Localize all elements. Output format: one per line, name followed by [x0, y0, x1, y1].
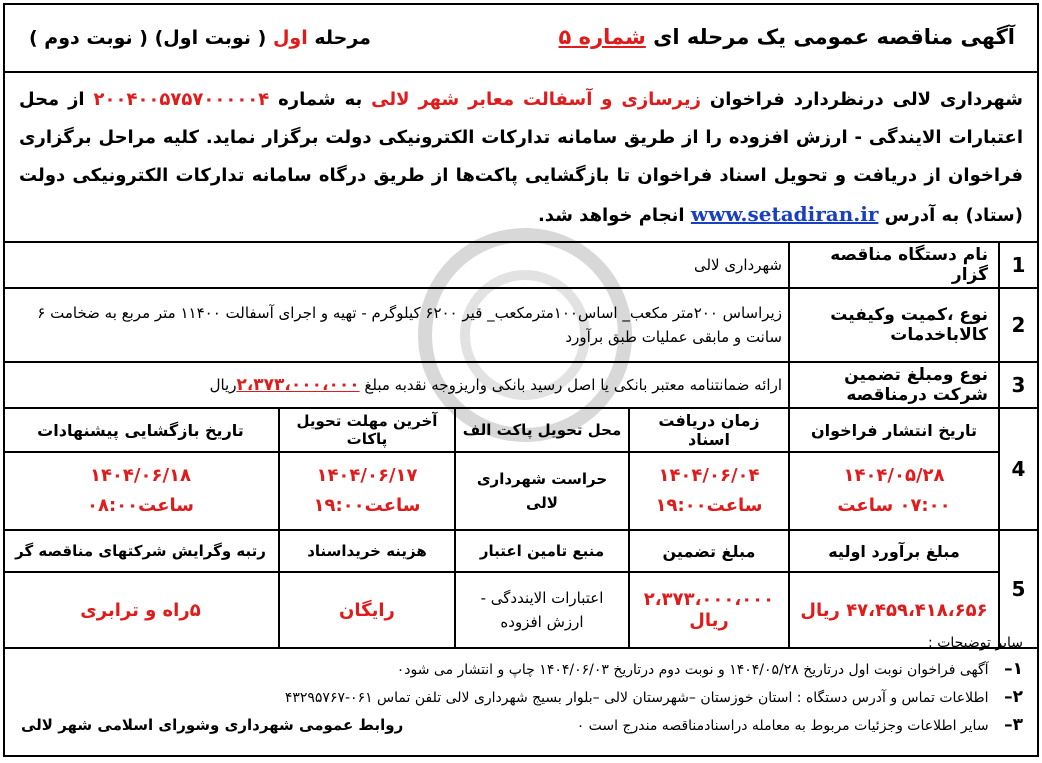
goods-value: زیراساس ۲۰۰متر مکعب_ اساس۱۰۰مترمکعب_ قیر ۶۲۰۰ کیلوگرم - تهیه و اجرای آسفالت ۱۱۴۰۰ متر مربع به ضخامت ۶ سانت و مابقی عملیات طبق برآورد: [3, 288, 789, 362]
notes-section: [5, 627, 1037, 755]
tender-number: ۲۰۰۴۰۰۵۷۵۷۰۰۰۰۰۴: [93, 89, 270, 110]
rank-value: ۵راه و ترابری: [3, 572, 279, 648]
phase-word: اول: [272, 27, 308, 49]
tender-subject: زیرسازی و آسفالت معابر شهر لالی: [371, 89, 701, 110]
guarantee-text: ارائه ضمانتنامه معتبر بانکی یا اصل رسید بانکی واریزوجه نقدبه مبلغ: [364, 376, 782, 394]
receive-time-cell: [629, 452, 789, 530]
phase-prefix: مرحله: [314, 27, 371, 49]
note-number: ۲–: [1004, 687, 1023, 707]
guarantee-value: [3, 362, 789, 408]
guarantee-currency: ریال: [209, 376, 237, 394]
publish-date-cell: [789, 452, 999, 530]
table-row: [3, 408, 1037, 452]
opening-time: ساعت۰۸:۰۰: [87, 495, 194, 516]
organizer-value: شهرداری لالی: [3, 243, 789, 288]
table-row: [3, 362, 1037, 408]
estimate-header: مبلغ برآورد اولیه: [789, 530, 999, 572]
table-row: [3, 530, 1037, 572]
publish-date-header: تاریخ انتشار فراخوان: [789, 408, 999, 452]
intro-text-3: از محل اعتبارات الایندگی - ارزش افزوده را از طریق سامانه تدارکات الکترونیکی دولت برگزار نماید. کلیه مراحل برگزاری فراخوان از دریافت و تحویل اسناد فراخوان تا بازگشایی پاکت‌ها از طریق درگاه سامانه تدارکات الکترونیکی دولت (ستاد) به آدرس: [19, 89, 1023, 226]
publish-date: ۱۴۰۴/۰۵/۲۸: [843, 465, 945, 486]
note-item: [19, 655, 1023, 683]
row-number: 3: [999, 362, 1037, 408]
row-number: 4: [999, 408, 1037, 530]
goods-label: نوع ،کمیت وکیفیت کالاباخدمات: [789, 288, 999, 362]
title-prefix: آگهی مناقصه عمومی یک مرحله ای: [653, 25, 1015, 49]
deadline-date: ۱۴۰۴/۰۶/۱۷: [316, 465, 418, 486]
guarantee-amount-value: ۲،۳۷۳،۰۰۰،۰۰۰ ریال: [629, 572, 789, 648]
intro-text-4: انجام خواهد شد.: [537, 205, 685, 226]
row-number: 1: [999, 243, 1037, 288]
table-row: [3, 243, 1037, 288]
publish-time: ۰۷:۰۰ ساعت: [837, 495, 951, 516]
opening-date: ۱۴۰۴/۰۶/۱۸: [89, 465, 191, 486]
note-text: آگهی فراخوان نوبت اول درتاریخ ۱۴۰۴/۰۵/۲۸ و نوبت دوم درتاریخ ۱۴۰۴/۰۶/۰۳ چاپ و انتشار می شود۰: [396, 662, 989, 678]
opening-date-header: تاریخ بازگشایی پیشنهادات: [3, 408, 279, 452]
intro-paragraph: [5, 71, 1037, 243]
estimate-value: ۴۷،۴۵۹،۴۱۸،۶۵۶ ریال: [789, 572, 999, 648]
notice-title: [559, 25, 1015, 49]
notice-header: [5, 5, 1037, 73]
deadline-header: آخرین مهلت تحویل پاکات: [279, 408, 455, 452]
doc-cost-value: رایگان: [279, 572, 455, 648]
intro-text-1: شهرداری لالی درنظردارد فراخوان: [709, 89, 1023, 110]
guarantee-label: نوع ومبلغ تضمین شرکت درمناقصه: [789, 362, 999, 408]
guarantee-amount: ۲،۳۷۳،۰۰۰،۰۰۰: [236, 375, 360, 395]
rank-header: رتبه وگرایش شرکتهای مناقصه گر: [3, 530, 279, 572]
notice-phase: [29, 27, 371, 49]
row-number: 5: [999, 530, 1037, 648]
website-link[interactable]: www.setadiran.ir: [690, 202, 879, 226]
note-item: [19, 711, 1023, 739]
tender-notice: [3, 3, 1039, 757]
deadline-time: ساعت۱۹:۰۰: [313, 495, 421, 516]
funding-value: اعتبارات الاینددگی - ارزش افزوده: [455, 572, 629, 648]
note-number: ۳–: [1004, 715, 1023, 735]
guarantee-amount-header: مبلغ تضمین: [629, 530, 789, 572]
note-number: ۱–: [1004, 659, 1023, 679]
note-text: اطلاعات تماس و آدرس دستگاه : استان خوزستان –شهرستان لالی –بلوار بسیج شهرداری لالی تلفن تماس ۰۶۱-۴۳۲۹۵۷۶۷: [284, 690, 989, 706]
receive-time: ساعت۱۹:۰۰: [655, 495, 763, 516]
intro-text-2: به شماره: [278, 89, 363, 110]
table-row: [3, 288, 1037, 362]
organizer-label: نام دستگاه مناقصه گزار: [789, 243, 999, 288]
signature: روابط عمومی شهرداری وشورای اسلامی شهر لالی: [21, 716, 404, 734]
note-text: سایر اطلاعات وجزئیات مربوط به معامله دراسنادمناقصه مندرج است ۰: [576, 718, 989, 734]
receive-date: ۱۴۰۴/۰۶/۰۴: [658, 465, 760, 486]
details-table: [5, 243, 1037, 631]
phase-suffix: ( نوبت اول) ( نوبت دوم ): [29, 27, 267, 49]
title-number: شماره ۵: [558, 25, 646, 49]
deadline-cell: [279, 452, 455, 530]
receive-time-header: زمان دریافت اسناد: [629, 408, 789, 452]
note-item: [19, 683, 1023, 711]
table-row: [3, 452, 1037, 530]
notes-heading: سایر توضیحات :: [928, 635, 1023, 651]
row-number: 2: [999, 288, 1037, 362]
delivery-place-value: حراست شهرداری لالی: [455, 452, 629, 530]
delivery-place-header: محل تحویل پاکت الف: [455, 408, 629, 452]
opening-date-cell: [3, 452, 279, 530]
funding-header: منبع تامین اعتبار: [455, 530, 629, 572]
doc-cost-header: هزینه خریداسناد: [279, 530, 455, 572]
